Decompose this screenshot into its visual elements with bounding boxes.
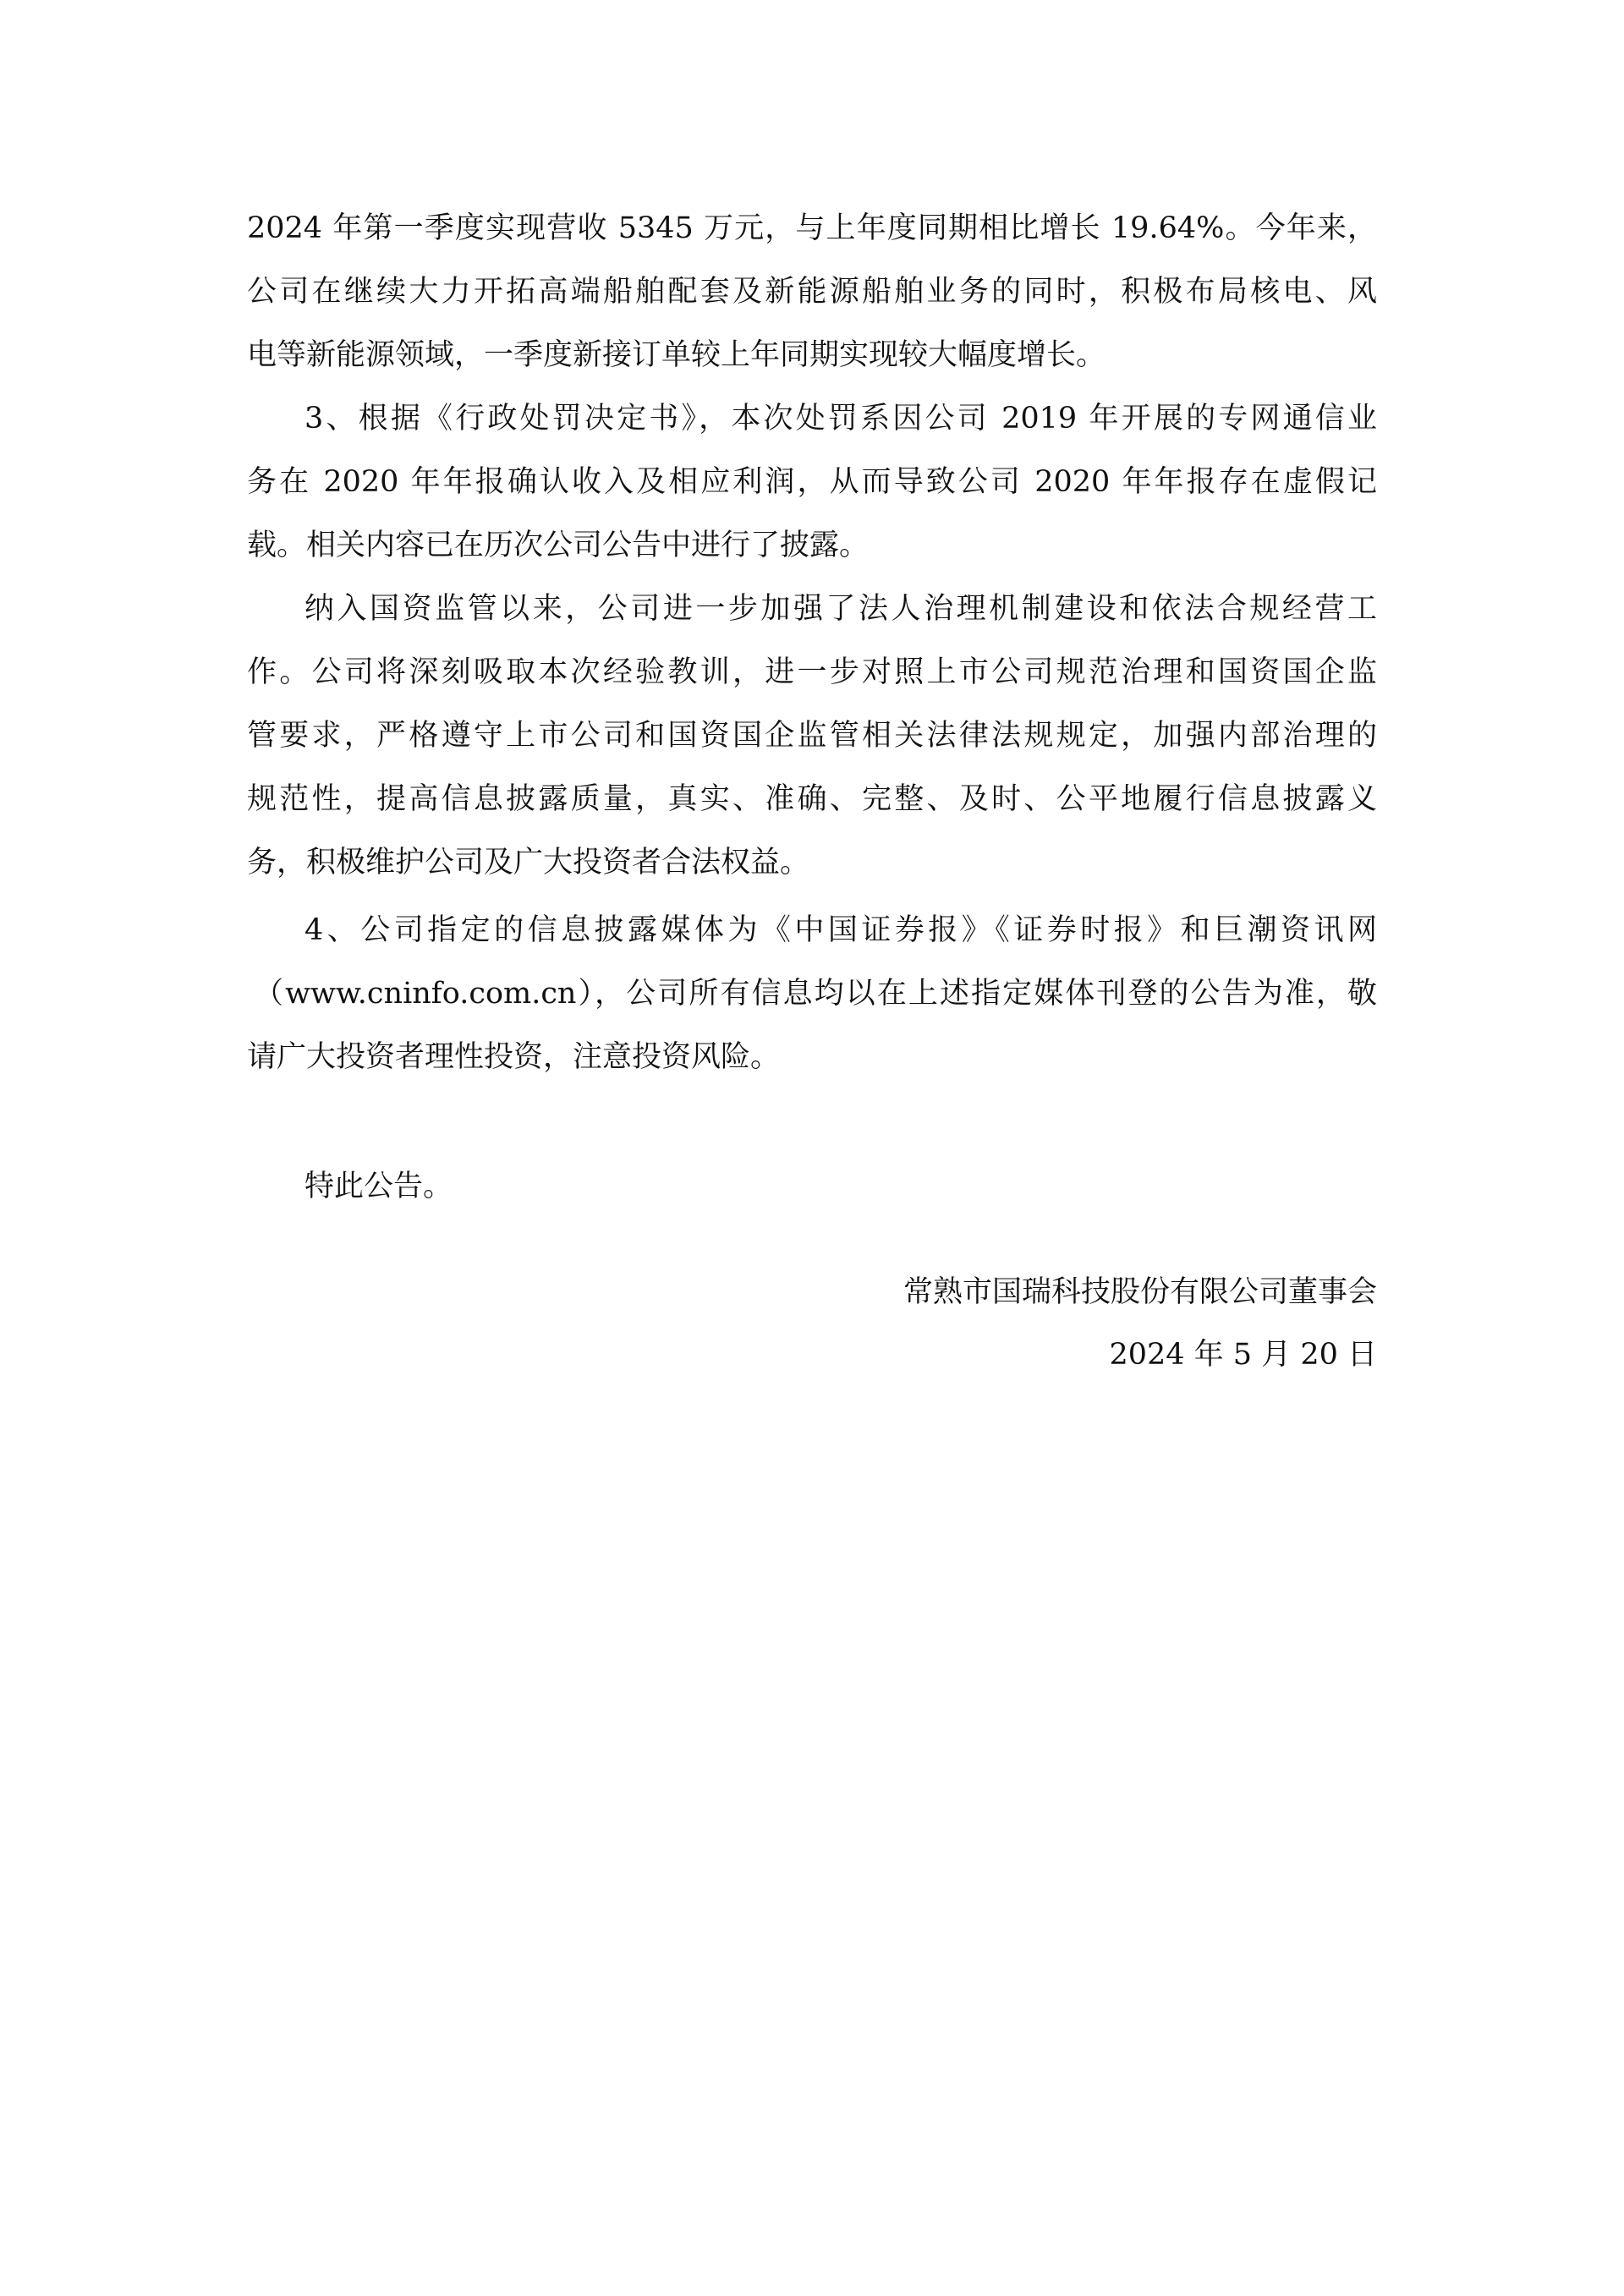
text-line: 纳入国资监管以来，公司进一步加强了法人治理机制建设和依法合规经营工 [304,592,1377,626]
text-line: 规范性，提高信息披露质量，真实、准确、完整、及时、公平地履行信息披露义 [247,782,1377,816]
text-line: 电等新能源领域，一季度新接订单较上年同期实现较大幅度增长。 [247,338,1106,372]
text-line: 公司在继续大力开拓高端船舶配套及新能源船舶业务的同时，积极布局核电、风 [247,275,1377,309]
text-line: 务，积极维护公司及广大投资者合法权益。 [247,846,810,879]
text-line: （www.cninfo.com.cn），公司所有信息均以在上述指定媒体刊登的公告为准，敬 [254,977,1377,1011]
signature-company: 常熟市国瑞科技股份有限公司董事会 [903,1275,1377,1309]
text-line: 作。公司将深刻吸取本次经验教训，进一步对照上市公司规范治理和国资国企监 [247,655,1377,689]
text-line: 管要求，严格遵守上市公司和国资国企监管相关法律法规规定，加强内部治理的 [247,719,1377,753]
text-line: 4、公司指定的信息披露媒体为《中国证券报》《证券时报》和巨潮资讯网 [304,913,1377,947]
text-line: 2024 年第一季度实现营收 5345 万元，与上年度同期相比增长 19.64%。今年来， [247,211,1377,245]
text-line: 请广大投资者理性投资，注意投资风险。 [247,1040,781,1074]
text-line: 务在 2020 年年报确认收入及相应利润，从而导致公司 2020 年年报存在虚假记 [247,465,1377,499]
text-line: 3、根据《行政处罚决定书》，本次处罚系因公司 2019 年开展的专网通信业 [304,402,1377,436]
closing-statement: 特此公告。 [304,1170,453,1203]
text-line: 载。相关内容已在历次公司公告中进行了披露。 [247,529,870,562]
signature-date: 2024 年 5 月 20 日 [1109,1338,1377,1372]
